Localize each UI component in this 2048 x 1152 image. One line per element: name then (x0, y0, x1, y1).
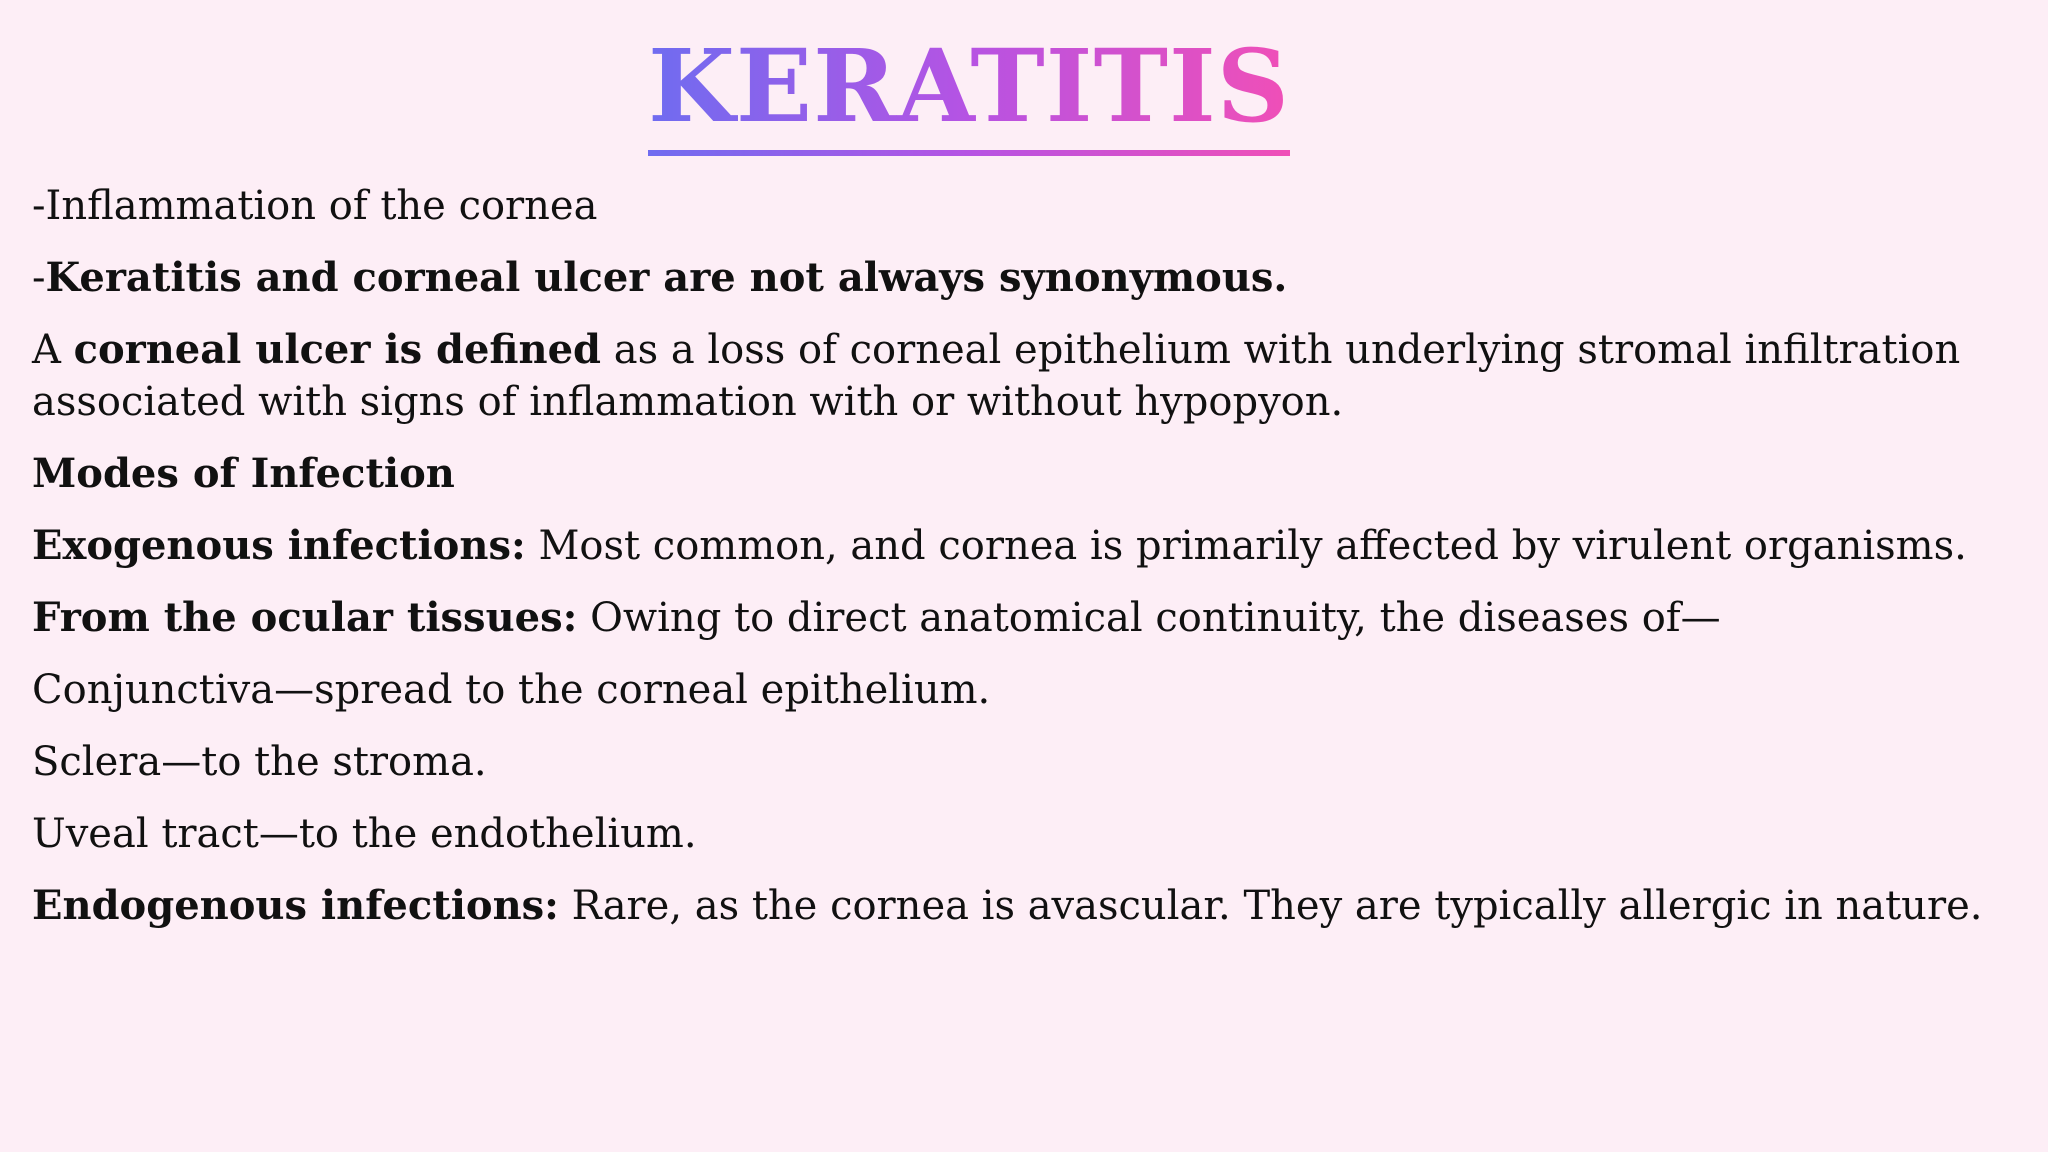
endogenous-infections-label: Endogenous infections: (32, 882, 559, 929)
uveal-tract-line (32, 808, 2012, 860)
ocular-tissues-label: From the ocular tissues: (32, 594, 578, 641)
synonym-note-prefix: - (32, 255, 46, 301)
corneal-ulcer-definition (32, 324, 2012, 428)
sclera-text: Sclera—to the stroma. (32, 739, 487, 785)
exogenous-infections-text: Most common, and cornea is primarily affected by virulent organisms. (525, 523, 1967, 569)
endogenous-infections-text: Rare, as the cornea is avascular. They are typically allergic in nature. (558, 883, 1983, 929)
conjunctiva-text: Conjunctiva—spread to the corneal epithelium. (32, 667, 991, 713)
exogenous-infections-label: Exogenous infections: (32, 522, 526, 569)
synonym-note-line (32, 252, 2012, 304)
ocular-tissues-text: Owing to direct anatomical continuity, the diseases of— (577, 595, 1721, 641)
conjunctiva-line (32, 664, 2012, 716)
corneal-ulcer-prefix: A (32, 327, 74, 373)
definition-line (32, 180, 2012, 232)
uveal-tract-text: Uveal tract—to the endothelium. (32, 811, 697, 857)
exogenous-infections-line (32, 520, 2012, 572)
synonym-note-bold: Keratitis and corneal ulcer are not always synonymous. (45, 254, 1288, 301)
endogenous-infections-line (32, 880, 2012, 932)
ocular-tissues-line (32, 592, 2012, 644)
slide-content (32, 180, 2012, 952)
modes-of-infection-text: Modes of Infection (32, 450, 455, 497)
modes-of-infection-heading (32, 448, 2012, 500)
slide-title (0, 26, 2048, 156)
slide-title-text: KERATITIS (648, 26, 1290, 156)
corneal-ulcer-rest: as a loss of corneal epithelium with underlying stromal infiltration associated with signs of inflammation with or without hypopyon. (32, 327, 1961, 425)
corneal-ulcer-bold: corneal ulcer is defined (73, 326, 602, 373)
definition-text: -Inflammation of the cornea (32, 183, 598, 229)
sclera-line (32, 736, 2012, 788)
